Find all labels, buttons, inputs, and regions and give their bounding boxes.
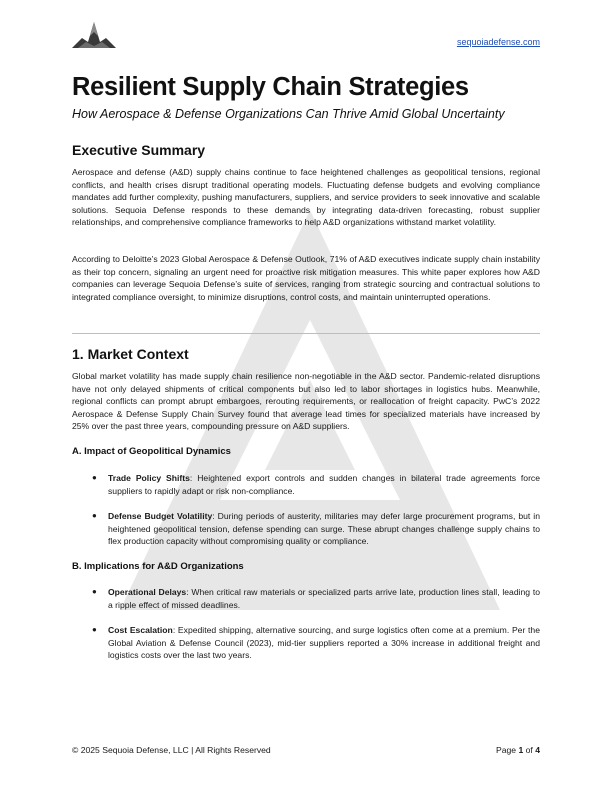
list-item [92, 624, 540, 662]
page-number [496, 745, 540, 755]
bullet-text: : Expedited shipping, alternative sourcing, and surge logistics often come at a premium. Per the Global Aviation & Defense Council (2023), mid-tier suppliers reported a 30% increase in additional freight and logistics costs over the last two years. [108, 625, 540, 660]
geopolitical-dynamics-heading: A. Impact of Geopolitical Dynamics [72, 446, 231, 457]
page-prefix: Page [496, 745, 519, 755]
list-item [92, 510, 540, 548]
section-divider [72, 333, 540, 334]
bullet-icon: ● [92, 587, 97, 596]
page-total: 4 [535, 745, 540, 755]
page-current: 1 [518, 745, 524, 755]
market-context-heading: 1. Market Context [72, 346, 189, 362]
document-subtitle: How Aerospace & Defense Organizations Can Thrive Amid Global Uncertainty [72, 107, 505, 121]
website-link[interactable]: sequoiadefense.com [456, 37, 540, 47]
bullet-icon: ● [92, 511, 97, 520]
list-item [92, 586, 540, 611]
bullet-icon: ● [92, 473, 97, 482]
bullet-icon: ● [92, 625, 97, 634]
implications-heading: B. Implications for A&D Organizations [72, 561, 244, 572]
document-title: Resilient Supply Chain Strategies [72, 73, 469, 101]
market-context-paragraph: Global market volatility has made supply chain resilience non-negotiable in the A&D sector. Pandemic-related disruptions have not only delayed shipments of critical components but also led to labor shortages in logistics hubs. Meanwhile, regional conflicts can prompt abrupt embargoes, rerouting requirements, or reallocation of freight capacity. PwC’s 2022 Aerospace & Defense Supply Chain Survey found that average lead times for specialized materials have increased by 25% over the past three years, compounding pressure on A&D suppliers. [72, 371, 540, 431]
bullet-text: : Heightened export controls and sudden changes in bilateral trade agreements force suppliers to rapidly adapt or risk non-compliance. [108, 473, 541, 496]
executive-summary-paragraph-1: Aerospace and defense (A&D) supply chains continue to face heightened challenges as geopolitical tensions, regional conflicts, and health crises disrupt traditional operating models. Fluctuating defense budgets and evolving compliance mandates add further complexity, pushing manufacturers, suppliers, and service providers to seek innovative and scalable solutions. Sequoia Defense responds to these demands by integrating data-driven forecasting, robust supplier relationships, and comprehensive compliance frameworks to help A&D organizations withstand market volatility. [72, 167, 540, 227]
bullet-term: Defense Budget Volatility [108, 511, 213, 521]
page-of: of [523, 745, 536, 755]
list-item [92, 472, 540, 497]
bullet-text: : When critical raw materials or specialized parts arrive late, production lines stall, leading to a ripple effect of missed deadlines. [108, 587, 540, 610]
sequoia-mountain-logo-icon [72, 18, 116, 52]
bullet-text: : During periods of austerity, militaries may defer large procurement programs, but in heightened geopolitical tension, defense spending can surge. These abrupt changes challenge supply chains to flex production capacity without compromising quality or compliance. [108, 511, 540, 546]
bullet-term: Cost Escalation [108, 625, 173, 635]
footer-copyright: © 2025 Sequoia Defense, LLC | All Rights Reserved [72, 745, 271, 755]
executive-summary-heading: Executive Summary [72, 142, 206, 158]
bullet-term: Trade Policy Shifts [108, 473, 190, 483]
bullet-term: Operational Delays [108, 587, 187, 597]
executive-summary-paragraph-2: According to Deloitte’s 2023 Global Aerospace & Defense Outlook, 71% of A&D executives indicate supply chain instability as their top concern, signaling an urgent need for proactive risk mitigation measures. This white paper explores how A&D companies can leverage Sequoia Defense’s suite of services, ranging from strategic sourcing and contractual solutions to integrated compliance oversight, to minimize disruptions, control costs, and maintain uninterrupted operations. [72, 254, 540, 302]
